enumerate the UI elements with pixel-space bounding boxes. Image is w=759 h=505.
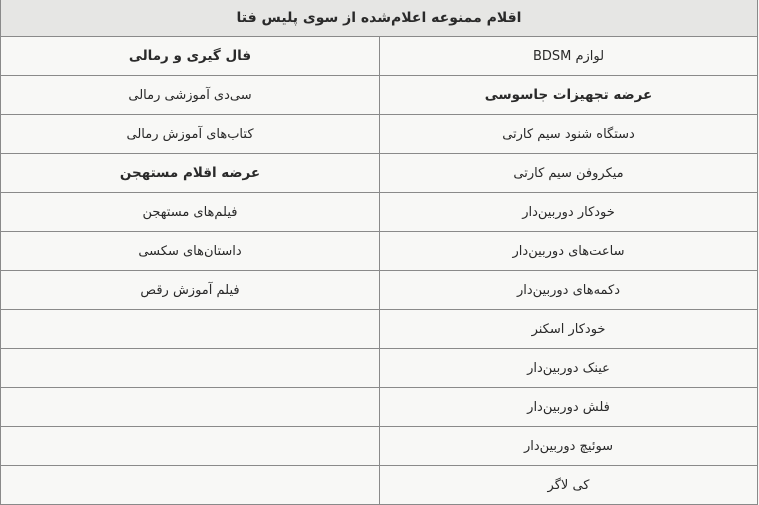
category-heading-cell: عرضه تجهیزات جاسوسی xyxy=(380,76,758,115)
category-heading-cell: فال گیری و رمالی xyxy=(1,37,380,76)
empty-cell xyxy=(1,310,380,349)
item-cell: سی‌دی آموزشی رمالی xyxy=(1,76,380,115)
table-row xyxy=(1,193,758,232)
item-cell: فلش دوربین‌دار xyxy=(380,388,758,427)
table-row xyxy=(1,388,758,427)
item-cell: فیلم‌های مستهجن xyxy=(1,193,380,232)
item-cell: کتاب‌های آموزش رمالی xyxy=(1,115,380,154)
item-cell: ساعت‌های دوربین‌دار xyxy=(380,232,758,271)
item-cell: فیلم آموزش رقص xyxy=(1,271,380,310)
table-row xyxy=(1,37,758,76)
item-cell: دستگاه شنود سیم کارتی xyxy=(380,115,758,154)
item-cell: دکمه‌های دوربین‌دار xyxy=(380,271,758,310)
table-title-row xyxy=(1,0,758,37)
item-cell: سوئیچ دوربین‌دار xyxy=(380,427,758,466)
table-body xyxy=(1,37,758,505)
item-cell: عینک دوربین‌دار xyxy=(380,349,758,388)
item-cell: خودکار اسکنر xyxy=(380,310,758,349)
item-cell: لوازم BDSM xyxy=(380,37,758,76)
table-row xyxy=(1,310,758,349)
category-heading-cell: عرضه اقلام مستهجن xyxy=(1,154,380,193)
item-cell: داستان‌های سکسی xyxy=(1,232,380,271)
empty-cell xyxy=(1,427,380,466)
table-row xyxy=(1,427,758,466)
table-row xyxy=(1,232,758,271)
table-row xyxy=(1,271,758,310)
empty-cell xyxy=(1,349,380,388)
table-row xyxy=(1,115,758,154)
item-cell: خودکار دوربین‌دار xyxy=(380,193,758,232)
table-row xyxy=(1,76,758,115)
table-row xyxy=(1,466,758,505)
empty-cell xyxy=(1,466,380,505)
item-cell: کی لاگر xyxy=(380,466,758,505)
empty-cell xyxy=(1,388,380,427)
table-title: اقلام ممنوعه اعلام‌شده از سوی پلیس فتا xyxy=(1,0,758,37)
table-row xyxy=(1,349,758,388)
item-cell: میکروفن سیم کارتی xyxy=(380,154,758,193)
table-row xyxy=(1,154,758,193)
